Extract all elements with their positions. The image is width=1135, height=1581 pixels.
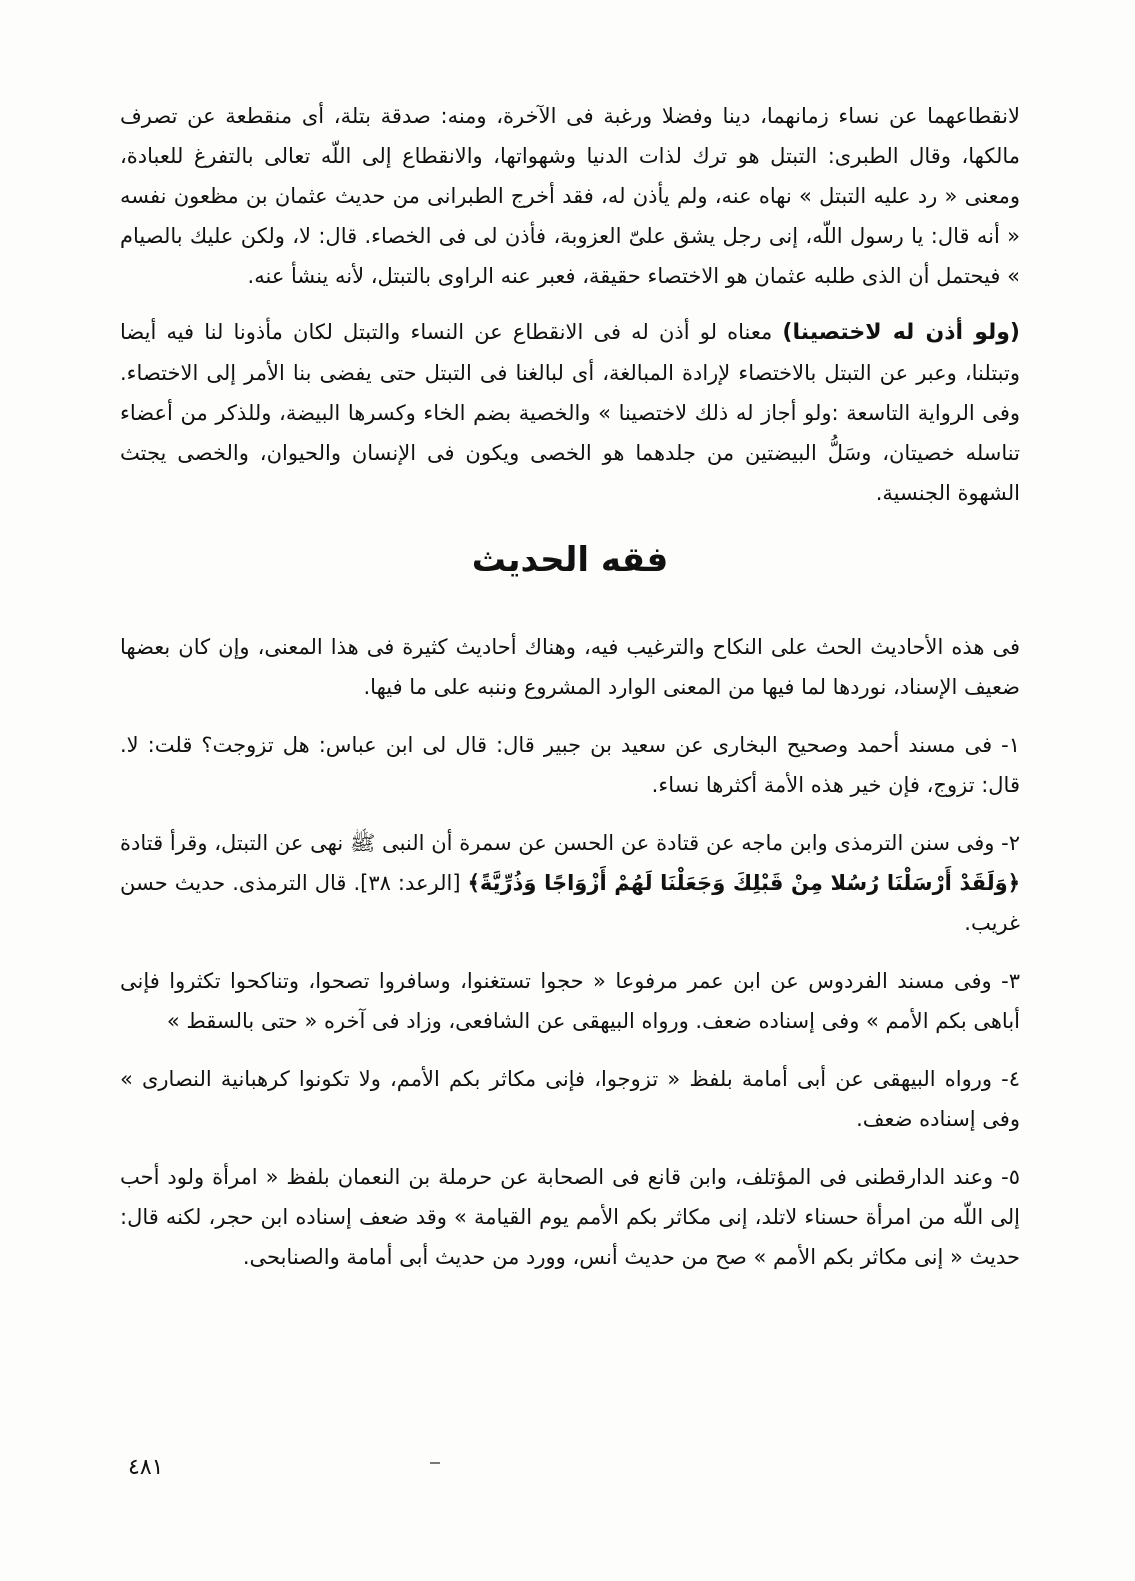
- hadith-item-3: ٣- وفى مسند الفردوس عن ابن عمر مرفوعا « حجوا تستغنوا، وسافروا تصحوا، وتناكحوا تكثروا فإنى أباهى بكم الأمم » وفى إسناده ضعف. ورواه البيهقى عن الشافعى، وزاد فى آخره « حتى بالسقط »: [120, 969, 1020, 1033]
- scan-speck: [430, 1462, 440, 1464]
- hadith-item-5: ٥- وعند الدارقطنى فى المؤتلف، وابن قانع فى الصحابة عن حرملة بن النعمان بلفظ « امرأة ولود أحب إلى اللّه من امرأة حسناء لاتلد، إنى مكاثر بكم الأمم يوم القيامة » وقد ضعف إسناده ابن حجر، لكنه قال: حديث « إنى مكاثر بكم الأمم » صح من حديث أنس، وورد من حديث أبى أمامة والصنابحى.: [120, 1165, 1020, 1269]
- paragraph-continuation: لانقطاعهما عن نساء زمانهما، دينا وفضلا ورغبة فى الآخرة، ومنه: صدقة بتلة، أى منقطعة عن تصرف مالكها، وقال الطبرى: التبتل هو ترك لذات الدنيا وشهواتها، والانقطاع إلى اللّه تعالى بالتفرغ للعبادة، ومعنى « رد عليه التبتل » نهاه عنه، ولم يأذن له، فقد أخرج الطبرانى من حديث عثمان بن مظعون نفسه « أنه قال: يا رسول اللّه، إنى رجل يشق علىّ العزوبة، فأذن لى فى الخصاء. قال: لا، ولكن عليك بالصيام » فيحتمل أن الذى طلبه عثمان هو الاختصاء حقيقة، فعبر عنه الراوى بالتبتل، لأنه ينشأ عنه.: [120, 104, 1020, 288]
- hadith-item-2-text: ٢- وفى سنن الترمذى وابن ماجه عن قتادة عن الحسن عن سمرة أن النبى ﷺ نهى عن التبتل، وقرأ قتادة: [120, 831, 1020, 855]
- section-intro: فى هذه الأحاديث الحث على النكاح والترغيب فيه، وهناك أحاديث كثيرة فى هذا المعنى، وإن كان بعضها ضعيف الإسناد، نوردها لما فيها من المعنى الوارد المشروع وننبه على ما فيها.: [120, 635, 1020, 699]
- quran-verse: ﴿وَلَقَدْ أَرْسَلْنَا رُسُلا مِنْ قَبْلِكَ وَجَعَلْنَا لَهُمْ أَزْوَاجًا وَذُرِّيَّةً﴾: [467, 871, 1020, 895]
- hadith-item-2-citation: [الرعد: ٣٨]. قال الترمذى. حديث حسن غريب.: [120, 871, 1020, 935]
- paragraph-explanation: [120, 312, 1020, 513]
- page-number: ٤٨١: [128, 1455, 164, 1480]
- page-body: [120, 96, 1020, 1295]
- paragraph-explanation-body: معناه لو أذن له فى الانقطاع عن النساء والتبتل لكان مأذونا لنا فيه أيضا وتبتلنا، وعبر عن التبتل بالاختصاء لإرادة المبالغة، أى لبالغنا فى التبتل حتى يفضى بنا الأمر إلى الاختصاء. وفى الرواية التاسعة :ولو أجاز له ذلك لاختصينا » والخصية بضم الخاء وكسرها البيضة، وللذكر من أعضاء تناسله خصيتان، وسَلُّ البيضتين من جلدهما هو الخصى ويكون فى الإنسان والحيوان، والخصى يجتث الشهوة الجنسية.: [120, 320, 1020, 505]
- paragraph-lead-phrase: (ولو أذن له لاختصينا): [782, 320, 1020, 345]
- hadith-item-1: ١- فى مسند أحمد وصحيح البخارى عن سعيد بن جبير قال: قال لى ابن عباس: هل تزوجت؟ قلت: لا. قال: تزوج، فإن خير هذه الأمة أكثرها نساء.: [120, 733, 1020, 797]
- hadith-item-4: ٤- ورواه البيهقى عن أبى أمامة بلفظ « تزوجوا، فإنى مكاثر بكم الأمم، ولا تكونوا كرهبانية النصارى » وفى إسناده ضعف.: [120, 1067, 1020, 1131]
- section-heading: فقه الحديث: [471, 540, 669, 580]
- hadith-item-2: [120, 823, 1020, 943]
